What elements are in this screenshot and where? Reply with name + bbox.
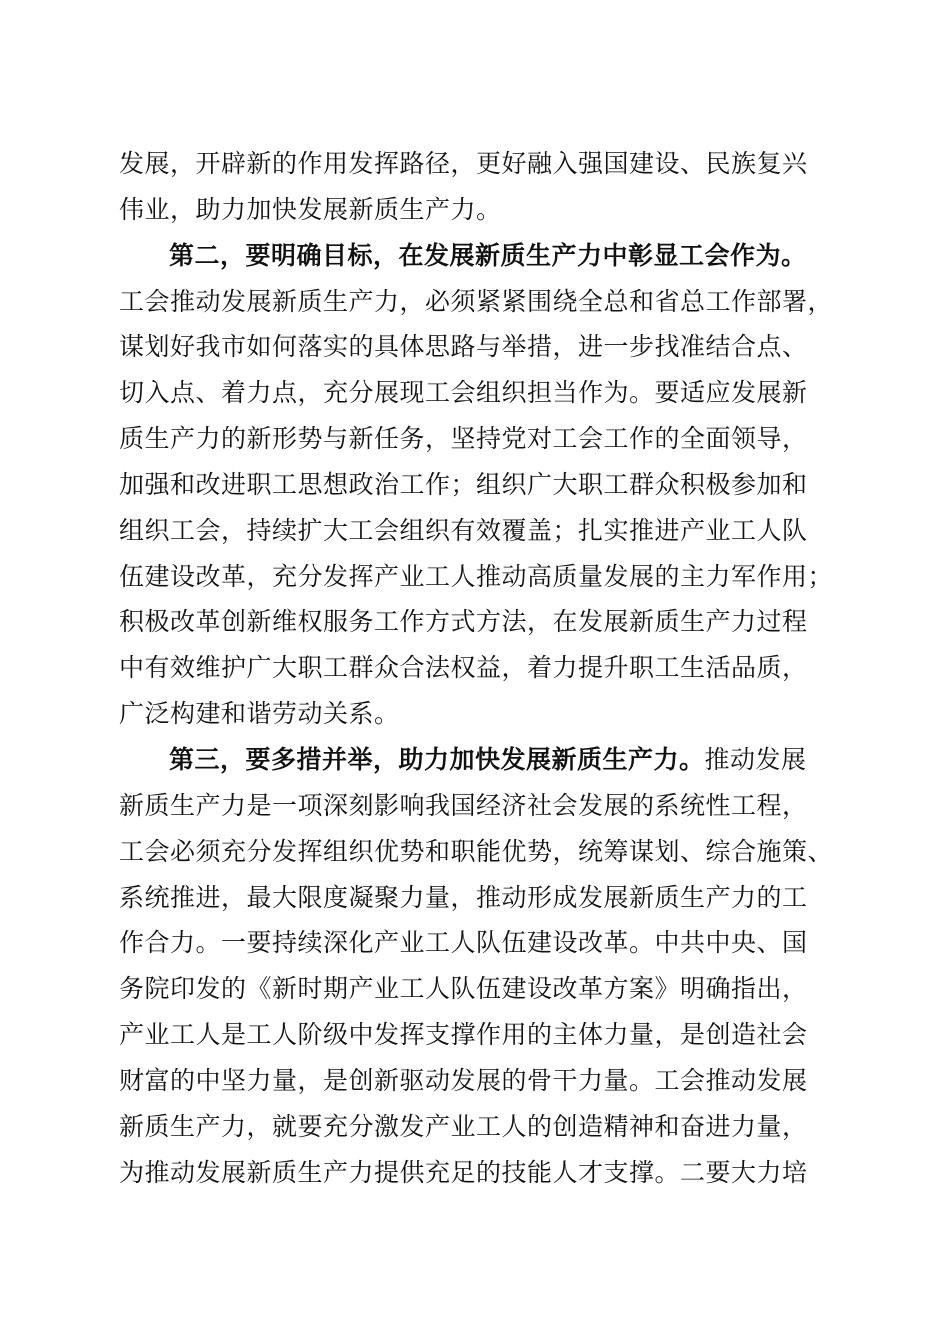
text-line: 加强和改进职工思想政治工作；组织广大职工群众积极参加和 [119,469,808,499]
text-line: 谋划好我市如何落实的具体思路与举措，进一步找准结合点、 [119,332,808,362]
text-line: 作合力。一要持续深化产业工人队伍建设改革。中共中央、国 [119,928,808,958]
paragraph-heading-line [119,737,839,783]
text-line: 工会必须充分发挥组织优势和职能优势，统筹谋划、综合施策、 [119,836,834,866]
text-line: 为推动发展新质生产力提供充足的技能人才支撑。二要大力培 [119,1157,808,1187]
text-line: 新质生产力是一项深刻影响我国经济社会发展的系统性工程， [119,790,808,820]
text-line: 组织工会，持续扩大工会组织有效覆盖；扎实推进产业工人队 [119,515,808,545]
text-line: 切入点、着力点，充分展现工会组织担当作为。要适应发展新 [119,378,808,408]
text-line: 伟业，助力加快发展新质生产力。 [119,194,502,224]
paragraph-heading-line [119,233,839,279]
text-line: 发展，开辟新的作用发挥路径，更好融入强国建设、民族复兴 [119,149,808,178]
text-line: 中有效维护广大职工群众合法权益，着力提升职工生活品质， [119,653,808,683]
text-line: 积极改革创新维权服务工作方式方法，在发展新质生产力过程 [119,607,808,637]
text-line: 质生产力的新形势与新任务，坚持党对工会工作的全面领导， [119,424,808,454]
text-line: 财富的中坚力量，是创新驱动发展的骨干力量。工会推动发展 [119,1065,808,1095]
text-line: 新质生产力，就要充分激发产业工人的创造精神和奋进力量， [119,1111,808,1141]
text-line: 务院印发的《新时期产业工人队伍建设改革方案》明确指出， [119,974,808,1004]
text-line: 伍建设改革，充分发挥产业工人推动高质量发展的主力军作用； [119,561,834,591]
paragraph-heading: 第三，要多措并举，助力加快发展新质生产力。 [169,744,705,774]
text-line: 工会推动发展新质生产力，必须紧紧围绕全总和省总工作部署， [119,286,834,316]
paragraph-heading: 第二，要明确目标，在发展新质生产力中彰显工会作为。 [169,240,807,270]
heading-tail-text: 推动发展 [704,744,807,774]
body-text [119,141,839,1195]
text-line: 产业工人是工人阶级中发挥支撑作用的主体力量，是创造社会 [119,1020,808,1050]
text-line: 广泛构建和谐劳动关系。 [119,699,400,729]
text-line: 系统推进，最大限度凝聚力量，推动形成发展新质生产力的工 [119,882,808,912]
